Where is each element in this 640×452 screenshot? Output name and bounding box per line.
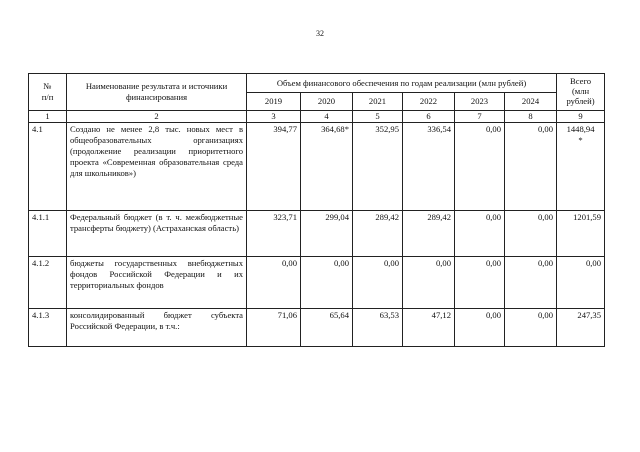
value-cell: 352,95 <box>353 123 403 211</box>
header-year: 2023 <box>455 93 505 111</box>
row-number: 4.1.1 <box>29 211 67 257</box>
value-cell: 0,00 <box>505 309 557 347</box>
row-number: 4.1 <box>29 123 67 211</box>
header-name: Наименование результата и источники финансирования <box>67 74 247 111</box>
total-cell: 247,35 <box>557 309 605 347</box>
row-name: бюджеты государственных внебюджетных фондов Российской Федерации и их территориальных фондов <box>67 257 247 309</box>
header-num: № п/п <box>29 74 67 111</box>
table-row <box>29 309 605 347</box>
column-number: 8 <box>505 111 557 123</box>
table-row <box>29 123 605 211</box>
header-year: 2024 <box>505 93 557 111</box>
column-number-row <box>29 111 605 123</box>
value-cell: 289,42 <box>353 211 403 257</box>
column-number: 2 <box>67 111 247 123</box>
value-cell: 0,00 <box>455 211 505 257</box>
value-cell: 0,00 <box>455 309 505 347</box>
value-cell: 0,00 <box>301 257 353 309</box>
value-cell: 63,53 <box>353 309 403 347</box>
value-cell: 0,00 <box>403 257 455 309</box>
row-number: 4.1.3 <box>29 309 67 347</box>
value-cell: 336,54 <box>403 123 455 211</box>
column-number: 4 <box>301 111 353 123</box>
column-number: 3 <box>247 111 301 123</box>
header-total: Всего (млн рублей) <box>557 74 605 111</box>
column-number: 9 <box>557 111 605 123</box>
row-number: 4.1.2 <box>29 257 67 309</box>
value-cell: 0,00 <box>505 211 557 257</box>
column-number: 6 <box>403 111 455 123</box>
row-name: Федеральный бюджет (в т. ч. межбюджетные трансферты бюджету) (Астраханская область) <box>67 211 247 257</box>
value-cell: 364,68* <box>301 123 353 211</box>
value-cell: 394,77 <box>247 123 301 211</box>
column-number: 7 <box>455 111 505 123</box>
value-cell: 0,00 <box>455 257 505 309</box>
value-cell: 0,00 <box>353 257 403 309</box>
header-year: 2021 <box>353 93 403 111</box>
value-cell: 0,00 <box>505 123 557 211</box>
table-row <box>29 211 605 257</box>
value-cell: 47,12 <box>403 309 455 347</box>
total-cell: 1448,94 * <box>557 123 605 211</box>
header-group: Объем финансового обеспечения по годам реализации (млн рублей) <box>247 74 557 93</box>
row-name: Создано не менее 2,8 тыс. новых мест в общеобразовательных организациях (продолжение реализации приоритетного проекта «Современная образовательная среда для школьников») <box>67 123 247 211</box>
column-number: 5 <box>353 111 403 123</box>
header-year: 2020 <box>301 93 353 111</box>
value-cell: 0,00 <box>455 123 505 211</box>
header-year: 2019 <box>247 93 301 111</box>
total-cell: 1201,59 <box>557 211 605 257</box>
value-cell: 323,71 <box>247 211 301 257</box>
row-name: консолидированный бюджет субъекта Российской Федерации, в т.ч.: <box>67 309 247 347</box>
header-year: 2022 <box>403 93 455 111</box>
page-number: 32 <box>316 29 324 38</box>
value-cell: 65,64 <box>301 309 353 347</box>
table-row <box>29 257 605 309</box>
total-cell: 0,00 <box>557 257 605 309</box>
financing-table <box>28 73 605 347</box>
value-cell: 0,00 <box>505 257 557 309</box>
value-cell: 0,00 <box>247 257 301 309</box>
value-cell: 71,06 <box>247 309 301 347</box>
column-number: 1 <box>29 111 67 123</box>
value-cell: 299,04 <box>301 211 353 257</box>
value-cell: 289,42 <box>403 211 455 257</box>
